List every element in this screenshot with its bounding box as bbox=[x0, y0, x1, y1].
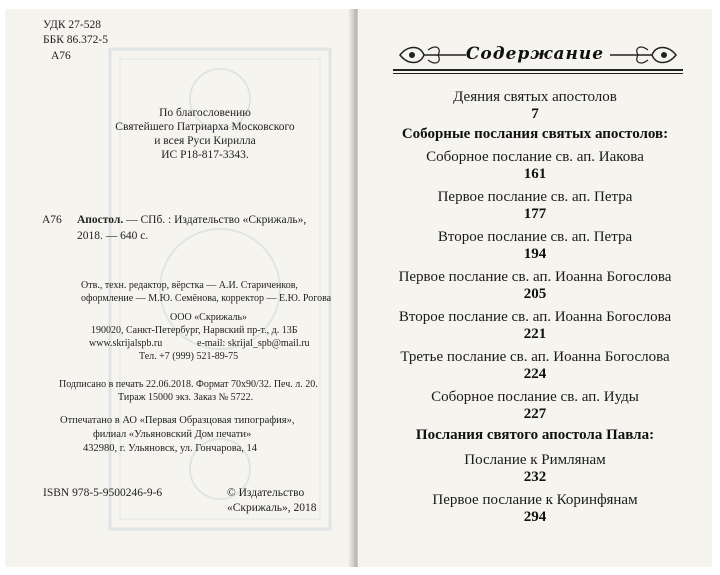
catalog-entry bbox=[77, 213, 306, 227]
toc-entry bbox=[358, 269, 712, 303]
toc-entry-page: 227 bbox=[523, 406, 547, 422]
publisher-phone: Тел. +7 (999) 521-89-75 bbox=[139, 351, 239, 362]
catalog-entry-line2: 2018. — 640 с. bbox=[77, 230, 149, 242]
bbk-code: ББК 86.372-5 bbox=[43, 34, 108, 46]
toc-entry bbox=[358, 349, 712, 383]
print-info-line: Подписано в печать 22.06.2018. Формат 70х90/32. Печ. л. 20. bbox=[59, 379, 318, 390]
toc-entry-page: 205 bbox=[523, 286, 547, 302]
blessing-line: и всея Руси Кирилла bbox=[154, 135, 256, 147]
toc-entry-title: Первое послание к Коринфянам bbox=[432, 492, 638, 508]
toc-entry-title: Деяния святых апостолов bbox=[453, 89, 617, 105]
imprint-page bbox=[5, 9, 352, 567]
copyright-line: «Скрижаль», 2018 bbox=[227, 502, 317, 514]
toc-entry-title: Второе послание св. ап. Петра bbox=[437, 229, 633, 245]
toc-entry-page: 7 bbox=[531, 106, 539, 122]
toc-entry bbox=[358, 89, 712, 123]
toc-entry bbox=[358, 492, 712, 526]
toc-entry-page: 177 bbox=[523, 206, 547, 222]
toc-entry-page: 194 bbox=[523, 246, 547, 262]
author-mark: А76 bbox=[51, 50, 71, 62]
toc-entry-page: 232 bbox=[523, 469, 547, 485]
toc-entry-title: Второе послание св. ап. Иоанна Богослова bbox=[398, 309, 672, 325]
toc-entry-title: Третье послание св. ап. Иоанна Богослова bbox=[400, 349, 670, 365]
catalog-mark: А76 bbox=[42, 214, 62, 226]
toc-section bbox=[358, 427, 712, 444]
printer-line: 432980, г. Ульяновск, ул. Гончарова, 14 bbox=[83, 443, 257, 454]
toc-entry-title: Послание к Римлянам bbox=[464, 452, 606, 468]
publisher-email: e-mail: skrijal_spb@mail.ru bbox=[197, 338, 310, 349]
heading-rule bbox=[393, 73, 683, 74]
toc-entry-page: 294 bbox=[523, 509, 547, 525]
contents-heading: Содержание bbox=[465, 44, 605, 64]
toc-entry-page: 221 bbox=[523, 326, 547, 342]
printer-line: филиал «Ульяновский Дом печати» bbox=[93, 429, 252, 440]
blessing-line: Святейшего Патриарха Московского bbox=[115, 121, 295, 133]
credits-line: оформление — М.Ю. Семёнова, корректор — Е.Ю. Рогова bbox=[81, 293, 332, 304]
toc-entry bbox=[358, 149, 712, 183]
publisher-name: ООО «Скрижаль» bbox=[170, 312, 248, 323]
print-info-line: Тираж 15000 экз. Заказ № 5722. bbox=[118, 392, 254, 403]
toc-entry-title: Первое послание св. ап. Иоанна Богослова bbox=[398, 269, 672, 285]
toc-entry bbox=[358, 229, 712, 263]
toc-entry-title: Первое послание св. ап. Петра bbox=[437, 189, 633, 205]
blessing-block bbox=[105, 106, 305, 162]
toc-entry bbox=[358, 389, 712, 423]
heading-rule bbox=[393, 69, 683, 71]
credits-line: Отв., техн. редактор, вёрстка — А.И. Стариченков, bbox=[81, 280, 298, 291]
catalog-entry-publisher: — СПб. : Издательство «Скрижаль», bbox=[123, 214, 307, 226]
toc-entry-title: Соборное послание св. ап. Иуды bbox=[431, 389, 639, 405]
catalog-entry-title: Апостол. bbox=[77, 214, 124, 226]
blessing-line: ИС Р18-817-3343. bbox=[161, 149, 249, 161]
toc-entry-page: 161 bbox=[523, 166, 547, 182]
toc-section bbox=[358, 126, 712, 143]
publisher-address: 190020, Санкт-Петербург, Нарвский пр-т., д. 13Б bbox=[91, 325, 298, 336]
toc-entry-page: 224 bbox=[523, 366, 547, 382]
toc-section-heading: Послания святого апостола Павла: bbox=[415, 427, 655, 443]
printer-line: Отпечатано в АО «Первая Образцовая типография», bbox=[60, 415, 295, 426]
isbn: ISBN 978-5-9500246-9-6 bbox=[43, 487, 163, 499]
right-ornament-icon bbox=[608, 42, 678, 68]
udk-code: УДК 27-528 bbox=[43, 19, 101, 31]
blessing-line: По благословению bbox=[159, 107, 251, 119]
publisher-website: www.skrijalspb.ru bbox=[89, 338, 163, 349]
copyright-line: © Издательство bbox=[227, 487, 305, 499]
toc-entry bbox=[358, 452, 712, 486]
toc-entry-title: Соборное послание св. ап. Иакова bbox=[426, 149, 644, 165]
toc-entry bbox=[358, 189, 712, 223]
toc-entry bbox=[358, 309, 712, 343]
contents-page bbox=[358, 9, 712, 567]
toc-section-heading: Соборные послания святых апостолов: bbox=[401, 126, 669, 142]
